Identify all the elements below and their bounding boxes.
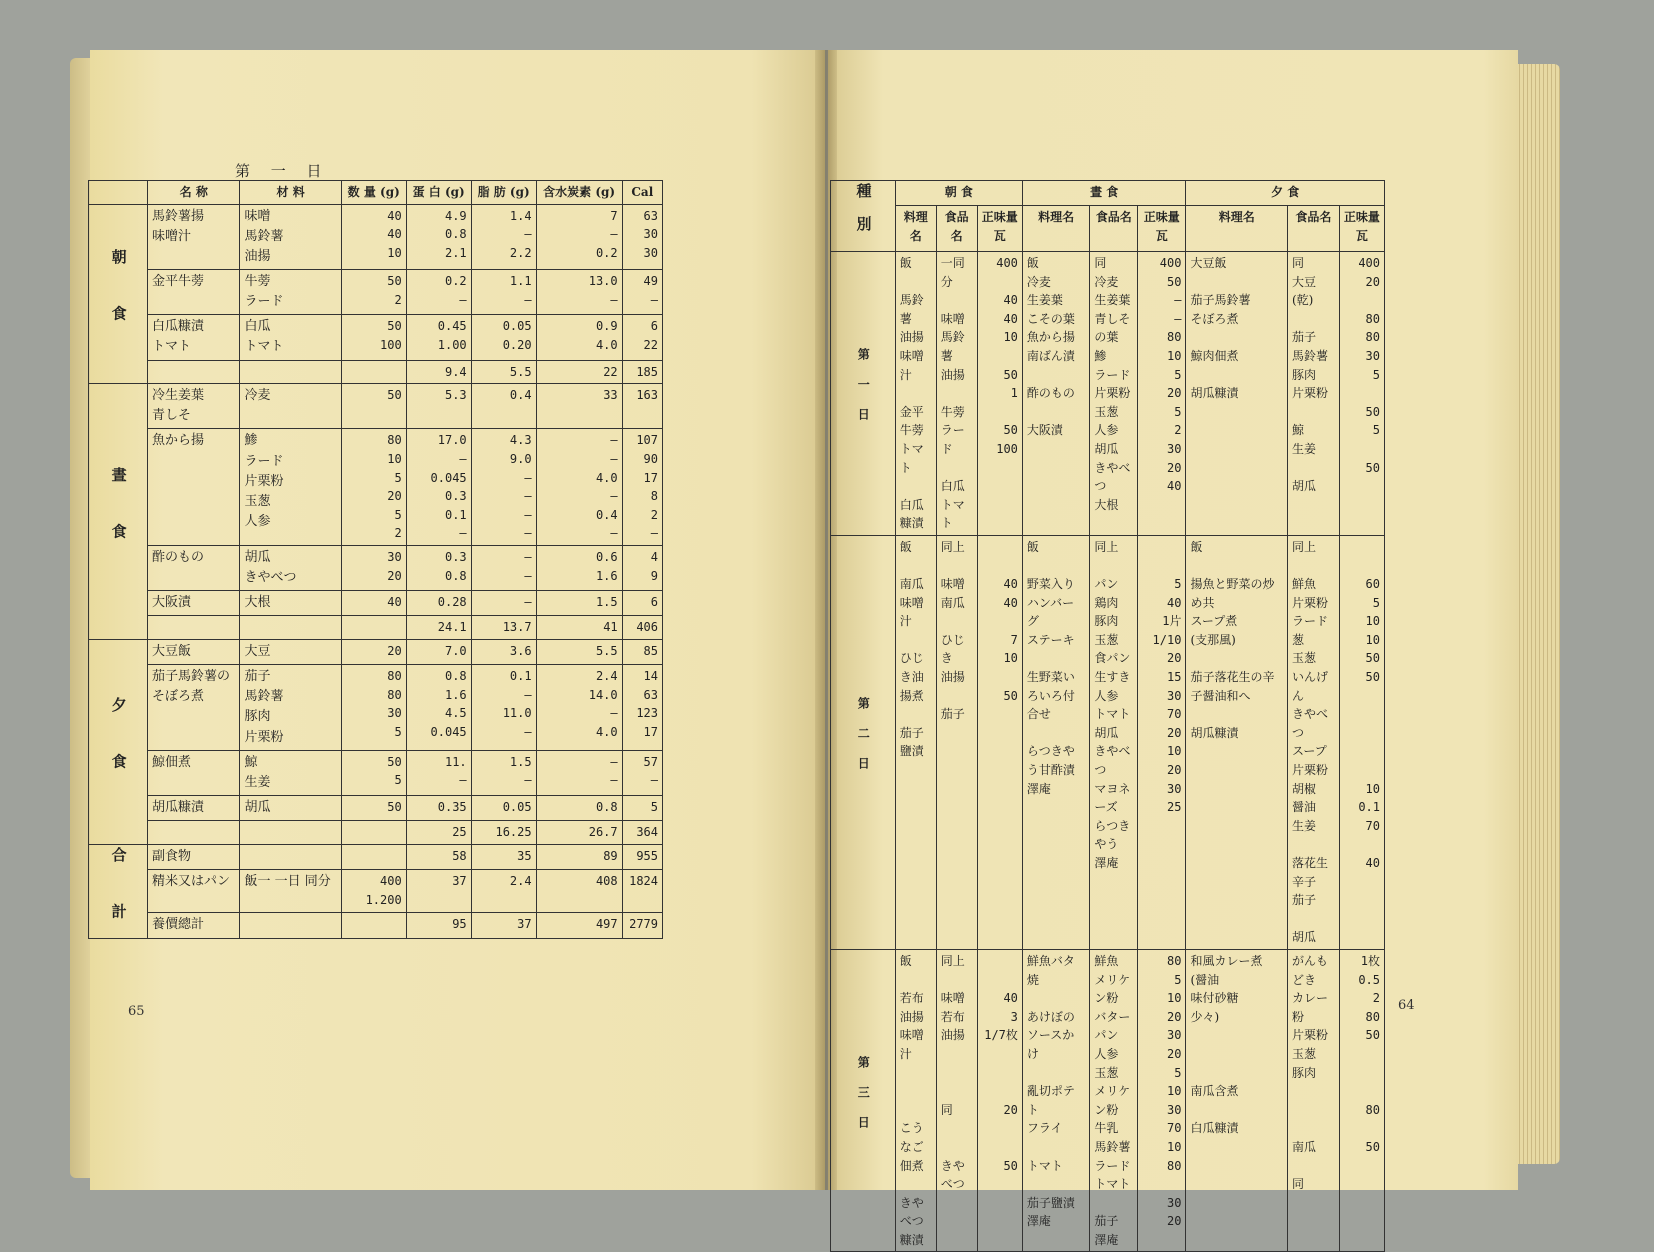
sub-qty: 正味量瓦 bbox=[1137, 206, 1185, 252]
cell-carb: 13.0 — bbox=[536, 270, 622, 315]
cell-fat: 37 bbox=[471, 913, 536, 939]
cell-qty: 40 40 10 bbox=[341, 204, 406, 269]
cell-carb: 26.7 bbox=[536, 821, 622, 845]
table-row bbox=[89, 870, 663, 913]
cell-name: 冷生姜葉 青しそ bbox=[147, 384, 240, 429]
meal-section-label: 晝 食 bbox=[89, 384, 148, 640]
cell-name bbox=[147, 616, 240, 640]
lunch-dish: 鮮魚バタ 焼 あけぼの ソースかけ 亂切ポテト フライ トマト 茄子鹽漬 澤庵 bbox=[1022, 949, 1090, 1252]
cell-cal: 6 22 bbox=[622, 315, 662, 360]
header-material: 材 料 bbox=[240, 181, 341, 205]
cell-material: 胡瓜 bbox=[240, 796, 341, 821]
cell-carb: 22 bbox=[536, 360, 622, 384]
cell-name: 金平牛蒡 bbox=[147, 270, 240, 315]
dinner-food: がんもどき カレー粉 片栗粉 玉葱 豚肉 南瓜 同 bbox=[1287, 949, 1339, 1252]
lunch-dish: 飯 野菜入り ハンバーグ ステーキ 生野菜いろいろ付 合せ らつきやう甘酢漬 澤庵 bbox=[1022, 535, 1090, 949]
sub-qty: 正味量瓦 bbox=[977, 206, 1022, 252]
cell-qty: 40 bbox=[341, 591, 406, 616]
cell-material: 牛蒡 ラード bbox=[240, 270, 341, 315]
cell-material: 白瓜 トマト bbox=[240, 315, 341, 360]
sub-dish: 料理名 bbox=[1186, 206, 1288, 252]
table-row bbox=[89, 384, 663, 429]
cell-qty: 80 10 5 20 5 2 bbox=[341, 429, 406, 546]
header-protein: 蛋 白 (g) bbox=[406, 181, 471, 205]
cell-name bbox=[147, 360, 240, 384]
cell-cal: 85 bbox=[622, 640, 662, 665]
cell-material: 大根 bbox=[240, 591, 341, 616]
dinner-food: 同 大豆(乾) 茄子 馬鈴薯 豚肉 片栗粉 鯨 生姜 胡瓜 bbox=[1287, 252, 1339, 536]
cell-cal: 185 bbox=[622, 360, 662, 384]
table-row bbox=[89, 429, 663, 546]
cell-protein: 9.4 bbox=[406, 360, 471, 384]
lunch-dish: 飯 冷麦 生姜葉 こその葉 魚から揚 南ばん漬 酢のもの 大阪漬 bbox=[1022, 252, 1090, 536]
cell-fat: 0.4 bbox=[471, 384, 536, 429]
breakfast-food: 同上 味噌 若布 油揚 同 きやべつ bbox=[936, 949, 977, 1252]
cell-material bbox=[240, 913, 341, 939]
header-quantity: 数 量 (g) bbox=[341, 181, 406, 205]
dinner-qty: 1枚 0.5 2 80 50 80 50 bbox=[1339, 949, 1384, 1252]
meal-section-label: 夕 食 bbox=[89, 640, 148, 845]
breakfast-dish: 飯 若布油揚 味噌汁 こうなご 佃煮 きやべつ 糠漬 bbox=[895, 949, 936, 1252]
cell-qty bbox=[341, 616, 406, 640]
day-row bbox=[831, 252, 1385, 536]
cell-protein: 5.3 bbox=[406, 384, 471, 429]
cell-protein: 58 bbox=[406, 844, 471, 870]
day-label: 第二日 bbox=[831, 535, 896, 949]
day-label: 第一日 bbox=[831, 252, 896, 536]
cell-protein: 11. — bbox=[406, 750, 471, 795]
dinner-dish: 和風カレー煮 (醤油 味付砂糖 少々) 南瓜含煮 白瓜糠漬 bbox=[1186, 949, 1288, 1252]
dinner-food: 同上 鮮魚 片栗粉 ラード 葱 玉葱 いんげん きやべつ スープ 片栗粉 胡椒 醤油 生姜 落花生 辛子 茄子 胡瓜 bbox=[1287, 535, 1339, 949]
cell-name: 大豆飯 bbox=[147, 640, 240, 665]
sub-dish: 料理名 bbox=[895, 206, 936, 252]
cell-name: 精米又はパン bbox=[147, 870, 240, 913]
header-kind: 種別 bbox=[831, 181, 896, 252]
header-cal: Cal bbox=[622, 181, 662, 205]
cell-fat: 3.6 bbox=[471, 640, 536, 665]
cell-carb: 408 bbox=[536, 870, 622, 913]
cell-material: 飯一 一日 同分 bbox=[240, 870, 341, 913]
cell-name: 大阪漬 bbox=[147, 591, 240, 616]
cell-fat: 2.4 bbox=[471, 870, 536, 913]
cell-cal: 14 63 123 17 bbox=[622, 665, 662, 751]
cell-qty: 50 bbox=[341, 384, 406, 429]
lunch-qty: 5 40 1片 1/10 20 15 30 70 20 10 20 30 25 bbox=[1137, 535, 1185, 949]
breakfast-food: 同上 味噌 南瓜 ひじき 油揚 茄子 bbox=[936, 535, 977, 949]
cell-material bbox=[240, 844, 341, 870]
cell-fat: 16.25 bbox=[471, 821, 536, 845]
table-row bbox=[89, 821, 663, 845]
lunch-qty: 400 50 — — 80 10 5 20 5 2 30 20 40 bbox=[1137, 252, 1185, 536]
cell-fat: 0.05 0.20 bbox=[471, 315, 536, 360]
cell-carb: — — 4.0 — 0.4 — bbox=[536, 429, 622, 546]
nutrition-table bbox=[88, 180, 663, 939]
table-row bbox=[89, 913, 663, 939]
cell-cal: 163 bbox=[622, 384, 662, 429]
cell-cal: 49 — bbox=[622, 270, 662, 315]
table-row bbox=[89, 270, 663, 315]
lunch-food: 鮮魚 メリケン粉 バター パン 人参 玉葱 メリケン粉 牛乳 馬鈴薯 ラード トマト 茄子 澤庵 bbox=[1090, 949, 1138, 1252]
breakfast-qty: 40 3 1/7枚 20 50 bbox=[977, 949, 1022, 1252]
cell-material: 冷麦 bbox=[240, 384, 341, 429]
cell-carb: 1.5 bbox=[536, 591, 622, 616]
cell-fat: 0.1 — 11.0 — bbox=[471, 665, 536, 751]
sub-qty: 正味量瓦 bbox=[1339, 206, 1384, 252]
cell-carb: 0.8 bbox=[536, 796, 622, 821]
breakfast-dish: 飯 南瓜味噌 汁 ひじき油 揚煮 茄子鹽漬 bbox=[895, 535, 936, 949]
cell-name: 茄子馬鈴薯の そぼろ煮 bbox=[147, 665, 240, 751]
menu-subheader-row bbox=[831, 206, 1385, 252]
cell-protein: 0.8 1.6 4.5 0.045 bbox=[406, 665, 471, 751]
cell-cal: 5 bbox=[622, 796, 662, 821]
menu-header-row bbox=[831, 181, 1385, 206]
lunch-food: 同上 パン 鶏肉 豚肉 玉葱 食パン 生すき 人参 トマト 胡瓜 きやべつ マヨネーズ らつきやう 澤庵 bbox=[1090, 535, 1138, 949]
table-row bbox=[89, 315, 663, 360]
cell-name: 養價總計 bbox=[147, 913, 240, 939]
cell-protein: 17.0 — 0.045 0.3 0.1 — bbox=[406, 429, 471, 546]
cell-qty bbox=[341, 360, 406, 384]
header-carb: 含水炭素 (g) bbox=[536, 181, 622, 205]
cell-carb: 89 bbox=[536, 844, 622, 870]
header-fat: 脂 肪 (g) bbox=[471, 181, 536, 205]
cell-material: 鯨 生姜 bbox=[240, 750, 341, 795]
cell-qty: 50 bbox=[341, 796, 406, 821]
cell-name: 魚から揚 bbox=[147, 429, 240, 546]
header-lunch: 晝 食 bbox=[1022, 181, 1186, 206]
page-edges-right bbox=[1512, 64, 1560, 1164]
cell-material: 味噌 馬鈴薯 油揚 bbox=[240, 204, 341, 269]
sub-food: 食品名 bbox=[1287, 206, 1339, 252]
cell-material: 茄子 馬鈴薯 豚肉 片栗粉 bbox=[240, 665, 341, 751]
cell-qty bbox=[341, 821, 406, 845]
dinner-qty: 400 20 80 80 30 5 50 5 50 bbox=[1339, 252, 1384, 536]
breakfast-dish: 飯 馬鈴薯 油揚味噌 汁 金平牛蒡 トマト 白瓜糠漬 bbox=[895, 252, 936, 536]
table-row bbox=[89, 546, 663, 591]
cell-material bbox=[240, 821, 341, 845]
table-row bbox=[89, 616, 663, 640]
cell-fat: 1.4 — 2.2 bbox=[471, 204, 536, 269]
header-section bbox=[89, 181, 148, 205]
table-row bbox=[89, 360, 663, 384]
cell-fat: 35 bbox=[471, 844, 536, 870]
header-dinner: 夕 食 bbox=[1186, 181, 1385, 206]
table-row bbox=[89, 591, 663, 616]
cell-protein: 4.9 0.8 2.1 bbox=[406, 204, 471, 269]
cell-carb: 0.9 4.0 bbox=[536, 315, 622, 360]
cell-qty bbox=[341, 913, 406, 939]
cell-qty: 400 1.200 bbox=[341, 870, 406, 913]
cell-fat: 5.5 bbox=[471, 360, 536, 384]
cell-fat: — — bbox=[471, 546, 536, 591]
cell-material: 鯵 ラード 片栗粉 玉葱 人参 bbox=[240, 429, 341, 546]
cell-carb: 497 bbox=[536, 913, 622, 939]
cell-cal: 406 bbox=[622, 616, 662, 640]
page-number-right: 64 bbox=[1398, 998, 1415, 1013]
cell-material bbox=[240, 616, 341, 640]
cell-carb: 33 bbox=[536, 384, 622, 429]
cell-carb: 41 bbox=[536, 616, 622, 640]
cell-qty bbox=[341, 844, 406, 870]
cell-protein: 7.0 bbox=[406, 640, 471, 665]
cell-cal: 107 90 17 8 2 — bbox=[622, 429, 662, 546]
cell-fat: 1.5 — bbox=[471, 750, 536, 795]
page-number-left: 65 bbox=[128, 1004, 145, 1019]
cell-material bbox=[240, 360, 341, 384]
day-row bbox=[831, 535, 1385, 949]
meal-section-label: 合 計 bbox=[89, 844, 148, 938]
cell-name: 馬鈴薯揚 味噌汁 bbox=[147, 204, 240, 269]
cell-carb: 7 — 0.2 bbox=[536, 204, 622, 269]
cell-carb: — — bbox=[536, 750, 622, 795]
cell-protein: 0.3 0.8 bbox=[406, 546, 471, 591]
cell-name bbox=[147, 821, 240, 845]
table-row bbox=[89, 844, 663, 870]
cell-cal: 2779 bbox=[622, 913, 662, 939]
cell-protein: 0.28 bbox=[406, 591, 471, 616]
meal-section-label: 朝 食 bbox=[89, 204, 148, 384]
cell-protein: 25 bbox=[406, 821, 471, 845]
cell-qty: 20 bbox=[341, 640, 406, 665]
dinner-dish: 飯 揚魚と野菜の炒め共 スープ煮 (支那風) 茄子落花生の辛子醤油和へ 胡瓜糠漬 bbox=[1186, 535, 1288, 949]
day-row bbox=[831, 949, 1385, 1252]
header-name: 名 称 bbox=[147, 181, 240, 205]
cell-name: 胡瓜糠漬 bbox=[147, 796, 240, 821]
cell-material: 胡瓜 きやべつ bbox=[240, 546, 341, 591]
cell-carb: 2.4 14.0 — 4.0 bbox=[536, 665, 622, 751]
cell-fat: 0.05 bbox=[471, 796, 536, 821]
cell-name: 副食物 bbox=[147, 844, 240, 870]
cell-name: 鯨佃煮 bbox=[147, 750, 240, 795]
cell-protein: 0.2 — bbox=[406, 270, 471, 315]
cell-cal: 1824 bbox=[622, 870, 662, 913]
cell-fat: 13.7 bbox=[471, 616, 536, 640]
cell-qty: 50 5 bbox=[341, 750, 406, 795]
page-title: 第 一 日 bbox=[235, 162, 330, 180]
table-row bbox=[89, 750, 663, 795]
cell-protein: 0.45 1.00 bbox=[406, 315, 471, 360]
sub-food: 食品名 bbox=[936, 206, 977, 252]
cell-fat: 4.3 9.0 — — — — bbox=[471, 429, 536, 546]
table-row bbox=[89, 640, 663, 665]
cell-protein: 0.35 bbox=[406, 796, 471, 821]
lunch-food: 同 冷麦 生姜葉 青しその葉 鯵 ラード 片栗粉 玉葱 人参 胡瓜 きやべつ 大根 bbox=[1090, 252, 1138, 536]
lunch-qty: 80 5 10 20 30 20 5 10 30 70 10 80 30 20 bbox=[1137, 949, 1185, 1252]
header-breakfast: 朝 食 bbox=[895, 181, 1022, 206]
cell-cal: 6 bbox=[622, 591, 662, 616]
cell-protein: 95 bbox=[406, 913, 471, 939]
cell-cal: 364 bbox=[622, 821, 662, 845]
cell-qty: 50 2 bbox=[341, 270, 406, 315]
cell-carb: 0.6 1.6 bbox=[536, 546, 622, 591]
breakfast-qty: 400 40 40 10 50 1 50 100 bbox=[977, 252, 1022, 536]
day-label: 第三日 bbox=[831, 949, 896, 1252]
menu-table bbox=[830, 180, 1385, 1252]
cell-protein: 37 bbox=[406, 870, 471, 913]
table-header-row bbox=[89, 181, 663, 205]
cell-material: 大豆 bbox=[240, 640, 341, 665]
cell-carb: 5.5 bbox=[536, 640, 622, 665]
cell-cal: 57 — bbox=[622, 750, 662, 795]
dinner-qty: 60 5 10 10 50 50 10 0.1 70 40 bbox=[1339, 535, 1384, 949]
table-row bbox=[89, 204, 663, 269]
sub-dish: 料理名 bbox=[1022, 206, 1090, 252]
cell-qty: 80 80 30 5 bbox=[341, 665, 406, 751]
table-row bbox=[89, 796, 663, 821]
cell-cal: 63 30 30 bbox=[622, 204, 662, 269]
cell-fat: 1.1 — bbox=[471, 270, 536, 315]
cell-protein: 24.1 bbox=[406, 616, 471, 640]
cell-qty: 50 100 bbox=[341, 315, 406, 360]
dinner-dish: 大豆飯 茄子馬鈴薯 そぼろ煮 鯨肉佃煮 胡瓜糠漬 bbox=[1186, 252, 1288, 536]
table-row bbox=[89, 665, 663, 751]
cell-name: 酢のもの bbox=[147, 546, 240, 591]
breakfast-qty: 40 40 7 10 50 bbox=[977, 535, 1022, 949]
sub-food: 食品名 bbox=[1090, 206, 1138, 252]
cell-cal: 955 bbox=[622, 844, 662, 870]
cell-fat: — bbox=[471, 591, 536, 616]
cell-qty: 30 20 bbox=[341, 546, 406, 591]
cell-name: 白瓜糠漬 トマト bbox=[147, 315, 240, 360]
cell-cal: 4 9 bbox=[622, 546, 662, 591]
breakfast-food: 一同分 味噌 馬鈴薯 油揚 牛蒡 ラード 白瓜 トマト bbox=[936, 252, 977, 536]
